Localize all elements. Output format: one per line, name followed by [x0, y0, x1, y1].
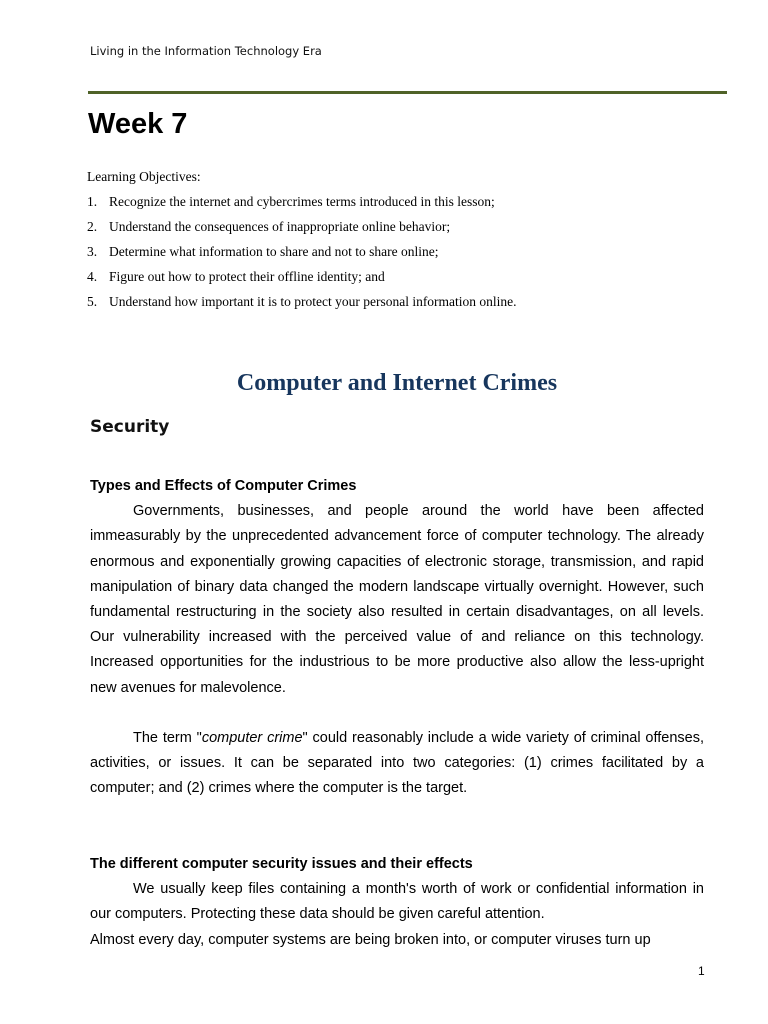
objective-text: Understand how important it is to protect your personal information online. [109, 294, 517, 309]
objective-text: Figure out how to protect their offline identity; and [109, 269, 385, 284]
objective-item [87, 214, 707, 239]
objective-number: 1. [87, 194, 98, 209]
running-header: Living in the Information Technology Era [90, 44, 322, 58]
objective-item [87, 289, 707, 314]
objective-item [87, 239, 707, 264]
objective-number: 2. [87, 219, 98, 234]
objective-text: Understand the consequences of inappropriate online behavior; [109, 219, 451, 234]
section-title: Computer and Internet Crimes [236, 370, 558, 396]
objective-text: Recognize the internet and cybercrimes terms introduced in this lesson; [109, 194, 495, 209]
security-issues-heading: The different computer security issues and their effects [90, 856, 473, 872]
objective-number: 3. [87, 244, 98, 259]
term-computer-crime: computer crime [201, 729, 303, 746]
objective-number: 5. [87, 294, 98, 309]
objective-item [87, 189, 707, 214]
week-title: Week 7 [88, 108, 188, 140]
types-paragraph-2 [90, 726, 704, 802]
objective-text: Determine what information to share and not to share online; [109, 244, 439, 259]
objectives-label: Learning Objectives: [87, 169, 201, 184]
types-paragraph-1: Governments, businesses, and people around the world have been affected immeasurably by the unprecedented advancement force of computer technology. The already enormous and exponentially growing capacities of electronic storage, transmission, and rapid manipulation of binary data changed the modern landscape virtually overnight. However, such fundamental restructuring in the society also resulted in certain disadvantages, on all levels. Our vulnerability increased with the perceived value of and reliance on this technology. Increased opportunities for the industrious to be more productive also allow the less-upright new avenues for malevolence. [90, 503, 704, 696]
objective-item [87, 264, 707, 289]
header-divider [88, 91, 727, 94]
term-definition-text: " could reasonably include a wide variety of criminal offenses, activities, or issues. It can be separated into two categories: (1) crimes facilitated by a computer; and (2) crimes where the computer is the target. [90, 729, 704, 797]
term-quote-open: The term " [133, 729, 202, 746]
issues-paragraph-2: Almost every day, computer systems are being broken into, or computer viruses turn up [90, 931, 651, 948]
page-number: 1 [698, 964, 705, 978]
security-issues-section [90, 852, 704, 953]
types-effects-section [90, 474, 704, 801]
learning-objectives [87, 164, 707, 314]
objective-number: 4. [87, 269, 98, 284]
types-effects-heading: Types and Effects of Computer Crimes [90, 478, 357, 494]
issues-paragraph-1: We usually keep files containing a month's worth of work or confidential information in our computers. Protecting these data should be given careful attention. [90, 881, 704, 923]
subsection-title: Security [90, 417, 170, 437]
